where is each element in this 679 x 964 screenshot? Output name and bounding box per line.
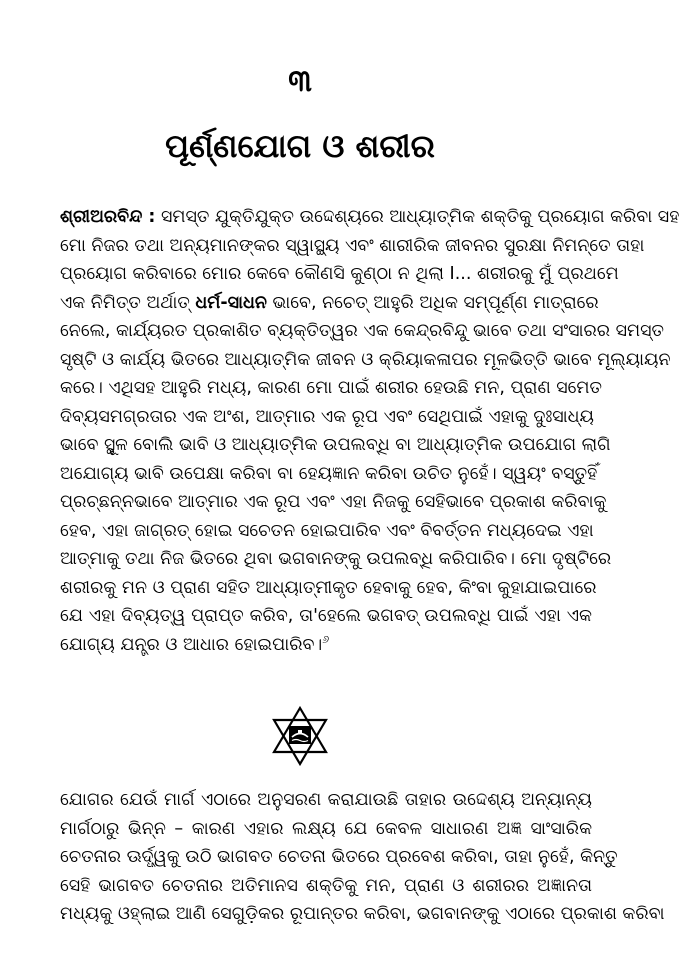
paragraph-1-line-1 xyxy=(60,203,679,232)
line-text: ଯୋଗ୍ୟ ଯନ୍ତ୍ର ଓ ଆଧାର ହୋଇପାରିବ। xyxy=(60,634,323,655)
paragraph-1-line-8: ଦିବ୍ୟସମଗ୍ରତାର ଏକ ଅଂଶ, ଆତ୍ମାର ଏକ ରୂପ ଏବଂ ସେଥିପାଇଁ ଏହାକୁ ଦୁଃସାଧ୍ୟ xyxy=(60,406,594,427)
paragraph-1 xyxy=(60,203,679,659)
emphasized-term: ଧର୍ମ-ସାଧନ xyxy=(195,292,267,313)
speaker-name: ଶ୍ରୀଅରବିନ୍ଦ : xyxy=(60,207,156,227)
paragraph-1-line-15: ଯେ ଏହା ଦିବ୍ୟତ୍ୱ ପ୍ରାପ୍ତ କରିବ, ତା'ହେଲେ ଭଗବତ୍ ଉପଲବ୍ଧି ପାଇଁ ଏହା ଏକ xyxy=(60,606,592,626)
paragraph-2-line-2: ମାର୍ଗଠାରୁ ଭିନ୍ନ – କାରଣ ଏହାର ଲକ୍ଷ୍ୟ ଯେ କେବଳ ସାଧାରଣ ଅଜ୍ଞ ସାଂସାରିକ xyxy=(60,818,592,839)
paragraph-1-line-6: ସୃଷ୍ଟି ଓ କାର୍ଯ୍ୟ ଭିତରେ ଆଧ୍ୟାତ୍ମିକ ଜୀବନ ଓ କ୍ରିୟାକଳାପର ମୂଳଭିତ୍ତି ଭାବେ ମୂଲ୍ୟାୟନ xyxy=(60,349,671,370)
paragraph-1-line-5: ନେଲେ, କାର୍ଯ୍ୟରତ ପ୍ରକାଶିତ ବ୍ୟକ୍ତିତ୍ୱର ଏକ କେନ୍ଦ୍ରବିନ୍ଦୁ ଭାବେ ତଥା ସଂସାରର ସମସ୍ତ xyxy=(60,321,664,341)
paragraph-2-line-3: ଚେତନାର ଊର୍ଦ୍ଧ୍ୱକୁ ଉଠି ଭାଗବତ ଚେତନା ଭିତରେ ପ୍ରବେଶ କରିବା, ତାହା ନୁହେଁ, କିନ୍ତୁ xyxy=(60,847,618,867)
chapter-title: ପୂର୍ଣ୍ଣଯୋଗ ଓ ଶରୀର xyxy=(165,127,435,165)
paragraph-2-line-1: ଯୋଗର ଯେଉଁ ମାର୍ଗ ଏଠାରେ ଅନୁସରଣ କରାଯାଉଛି ତାହାର ଉଦ୍ଦେଶ୍ୟ ଅନ୍ୟାନ୍ୟ xyxy=(60,790,592,810)
page-number: ୩ xyxy=(288,64,312,99)
line-text: ସମସ୍ତ ଯୁକ୍ତିଯୁକ୍ତ ଉଦ୍ଦେଶ୍ୟରେ ଆଧ୍ୟାତ୍ମିକ ଶକ୍ତିକୁ ପ୍ରୟୋଗ କରିବା ସହ xyxy=(160,207,679,227)
paragraph-1-line-14: ଶରୀରକୁ ମନ ଓ ପ୍ରାଣ ସହିତ ଆଧ୍ୟାତ୍ମୀକୃତ ହେବାକୁ ହେବ, କିଂବା କୁହାଯାଇପାରେ xyxy=(60,577,597,598)
line-text: ଭାବେ, ନଚେତ୍ ଆହୁରି ଅଧିକ ସମ୍ପୂର୍ଣ୍ଣ ମାତ୍ରାରେ xyxy=(272,292,599,313)
line-text: ଏକ ନିମିତ୍ତ ଅର୍ଥାତ୍ xyxy=(60,292,190,313)
paragraph-2 xyxy=(60,786,665,929)
aurobindo-symbol-icon xyxy=(268,704,332,768)
paragraph-1-line-10: ଅଯୋଗ୍ୟ ଭାବି ଉପେକ୍ଷା କରିବା ବା ହେୟଜ୍ଞାନ କରିବା ଉଚିତ ନୁହେଁ। ସ୍ୱୟଂ ବସ୍ତୁହିଁ xyxy=(60,463,598,484)
paragraph-1-line-7: କରେ। ଏଥିସହ ଆହୁରି ମଧ୍ୟ, କାରଣ ମୋ ପାଇଁ ଶରୀର ହେଉଛି ମନ, ପ୍ରାଣ ସମେତ xyxy=(60,378,602,398)
paragraph-1-line-9: ଭାବେ ସ୍ଥୂଳ ବୋଲି ଭାବି ଓ ଆଧ୍ୟାତ୍ମିକ ଉପଲବ୍ଧି ବା ଆଧ୍ୟାତ୍ମିକ ଉପଯୋଗ ଲାଗି xyxy=(60,435,611,455)
paragraph-1-line-4 xyxy=(60,289,599,318)
paragraph-1-line-3: ପ୍ରୟୋଗ କରିବାରେ ମୋର କେବେ କୌଣସି କୁଣ୍ଠା ନ ଥିଲା I... ଶରୀରକୁ ମୁଁ ପ୍ରଥମେ xyxy=(60,264,619,284)
footnote-marker[interactable]: ୬ xyxy=(322,632,330,646)
paragraph-1-line-16 xyxy=(60,631,592,660)
paragraph-1-line-11: ପ୍ରଚ୍ଛନ୍ନଭାବେ ଆତ୍ମାର ଏକ ରୂପ ଏବଂ ଏହା ନିଜକୁ ସେହିଭାବେ ପ୍ରକାଶ କରିବାକୁ xyxy=(60,492,607,512)
paragraph-1-line-12: ହେବ, ଏହା ଜାଗ୍ରତ୍ ହୋଇ ସଚେତନ ହୋଇପାରିବ ଏବଂ ବିବର୍ତ୍ତନ ମଧ୍ୟଦେଇ ଏହା xyxy=(60,520,594,541)
paragraph-2-line-4: ସେହି ଭାଗବତ ଚେତନାର ଅତିମାନସ ଶକ୍ତିକୁ ମନ, ପ୍ରାଣ ଓ ଶରୀରର ଅଜ୍ଞାନତା xyxy=(60,875,592,896)
paragraph-1-line-13: ଆତ୍ମାକୁ ତଥା ନିଜ ଭିତରେ ଥିବା ଭଗବାନଙ୍କୁ ଉପଲବ୍ଧି କରିପାରିବ। ମୋ ଦୃଷ୍ଟିରେ xyxy=(60,549,612,569)
paragraph-2-line-5: ମଧ୍ୟକୁ ଓହ୍ଲାଇ ଆଣି ସେଗୁଡ଼ିକର ରୂପାନ୍ତର କରିବା, ଭଗବାନଙ୍କୁ ଏଠାରେ ପ୍ରକାଶ କରିବା xyxy=(60,904,665,924)
paragraph-1-line-2: ମୋ ନିଜର ତଥା ଅନ୍ୟମାନଙ୍କର ସ୍ୱାସ୍ଥ୍ୟ ଏବଂ ଶାରୀରିକ ଜୀବନର ସୁରକ୍ଷା ନିମନ୍ତେ ତାହା xyxy=(60,235,645,256)
